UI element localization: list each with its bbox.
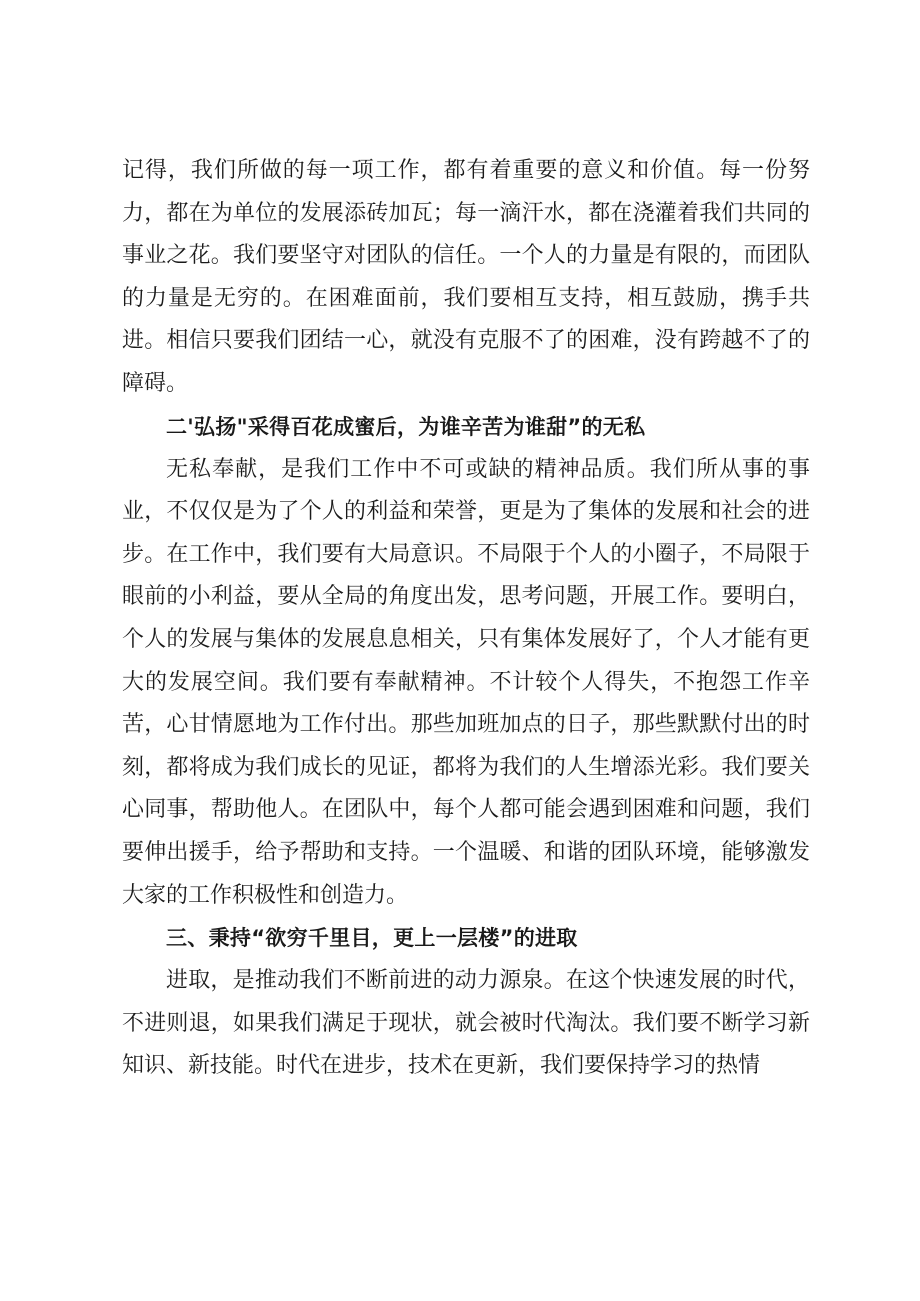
section-heading-selfless: 二'弘扬"采得百花成蜜后，为谁辛苦为谁甜”的无私 — [166, 414, 646, 439]
section-heading-progress: 三、秉持“欲穷千里目，更上一层楼”的进取 — [166, 926, 578, 951]
paragraph-teamwork: 记得，我们所做的每一项工作，都有着重要的意义和价值。每一份努力，都在为单位的发展添砖加瓦；每一滴汗水，都在浇灌着我们共同的事业之花。我们要坚守对团队的信任。一个人的力量是有限的，而团队的力量是无穷的。在困难面前，我们要相互支持，相互鼓励，携手共进。相信只要我们团结一心，就没有克服不了的困难，没有跨越不了的障碍。 — [122, 158, 810, 396]
document-page — [122, 150, 810, 1088]
paragraph-progress: 进取，是推动我们不断前进的动力源泉。在这个快速发展的时代，不进则退，如果我们满足于现状，就会被时代淘汰。我们要不断学习新知识、新技能。时代在进步，技术在更新，我们要保持学习的热情 — [122, 968, 810, 1079]
paragraph-selfless: 无私奉献，是我们工作中不可或缺的精神品质。我们所从事的事业，不仅仅是为了个人的利益和荣誉，更是为了集体的发展和社会的进步。在工作中，我们要有大局意识。不局限于个人的小圈子，不局限于眼前的小利益，要从全局的角度出发，思考问题，开展工作。要明白，个人的发展与集体的发展息息相关，只有集体发展好了，个人才能有更大的发展空间。我们要有奉献精神。不计较个人得失，不抱怨工作辛苦，心甘情愿地为工作付出。那些加班加点的日子，那些默默付出的时刻，都将成为我们成长的见证，都将为我们的人生增添光彩。我们要关心同事，帮助他人。在团队中，每个人都可能会遇到困难和问题，我们要伸出援手，给予帮助和支持。一个温暖、和谐的团队环境，能够激发大家的工作积极性和创造力。 — [122, 456, 810, 908]
